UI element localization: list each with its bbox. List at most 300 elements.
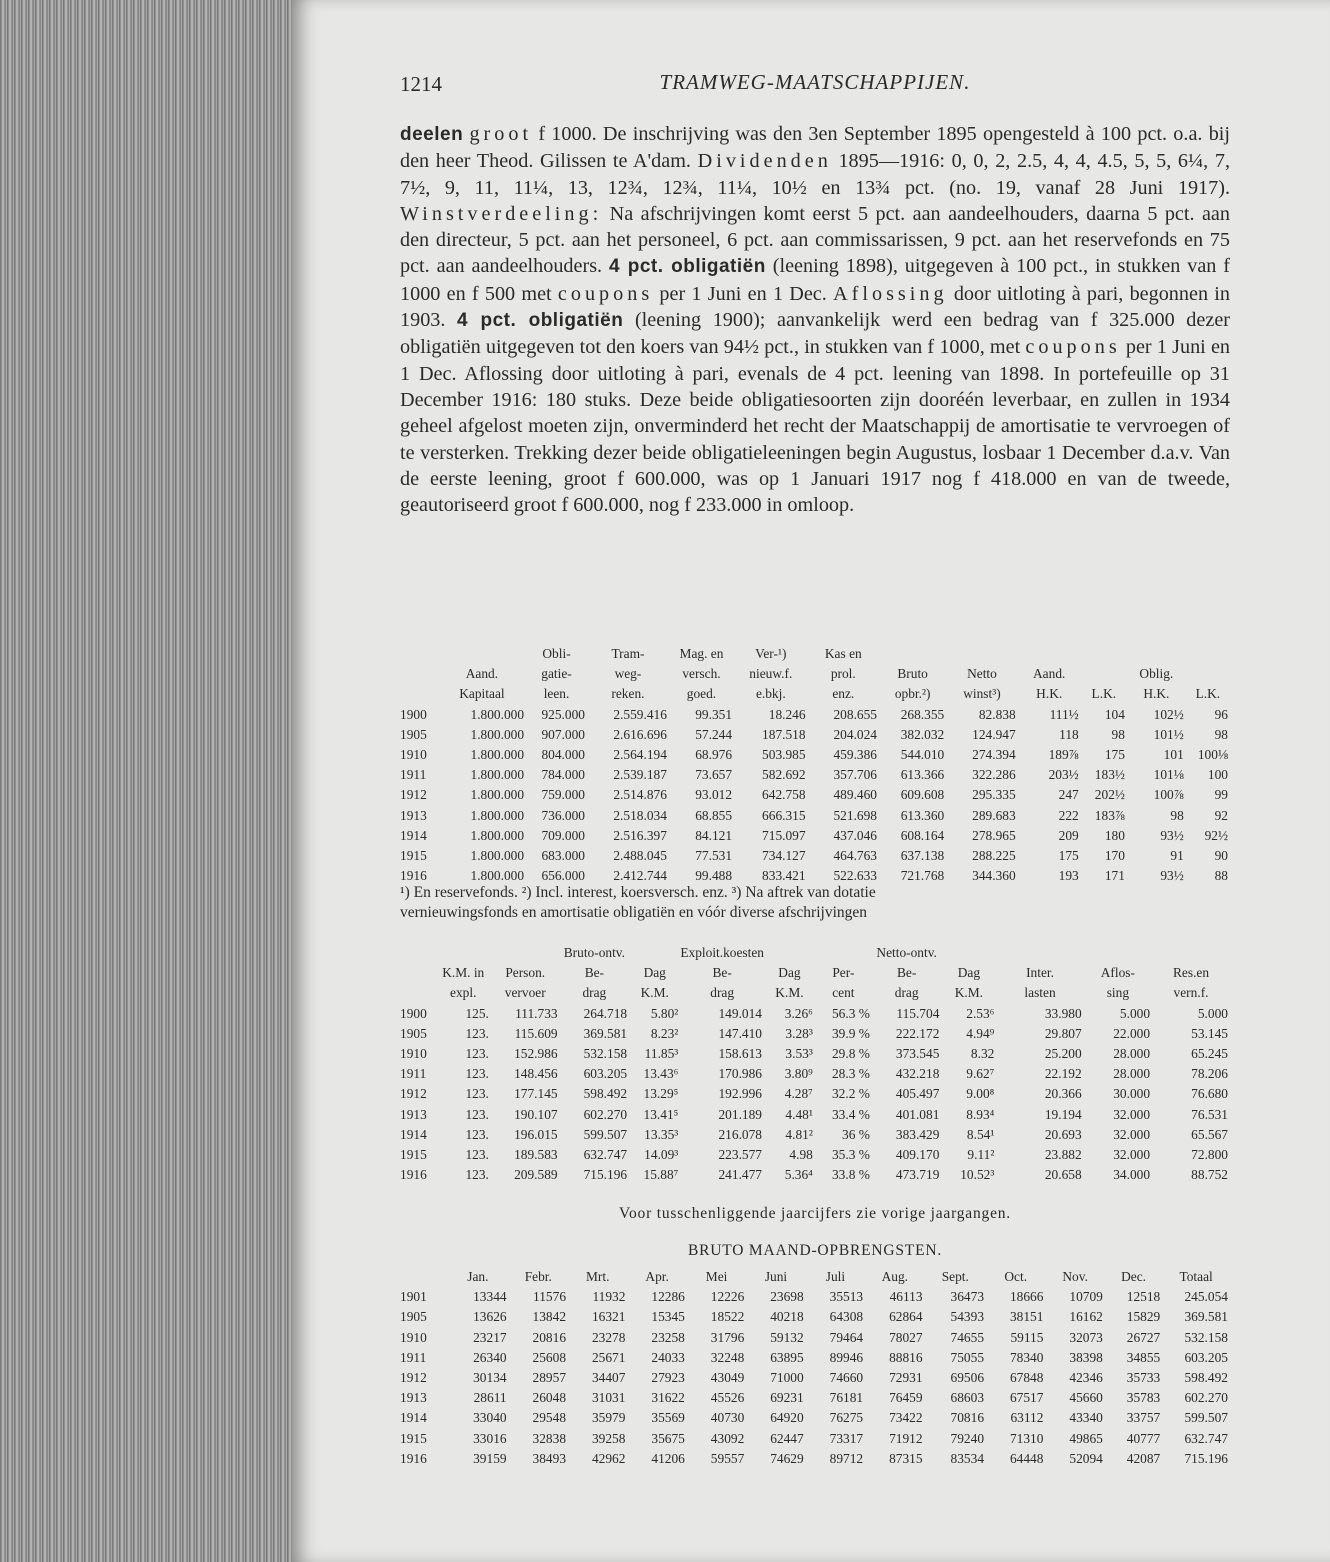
value-cell: 78027 <box>889 1329 923 1345</box>
header-cell: expl. <box>450 985 477 1001</box>
value-cell: 4.48¹ <box>785 1106 813 1122</box>
table-row <box>400 1328 1230 1348</box>
value-cell: 98 <box>1170 807 1184 823</box>
value-cell: 10709 <box>1069 1289 1103 1305</box>
table-header <box>400 1267 1230 1287</box>
value-cell: 204.024 <box>833 726 878 742</box>
value-cell: 2.564.194 <box>613 747 667 763</box>
value-cell: 28611 <box>473 1390 507 1406</box>
value-cell: 603.205 <box>583 1066 628 1082</box>
value-cell: 23217 <box>473 1329 507 1345</box>
value-cell: 3.53³ <box>785 1046 813 1062</box>
value-cell: 20.658 <box>1044 1167 1082 1183</box>
year-cell: 1915 <box>400 1147 427 1163</box>
value-cell: 33016 <box>473 1430 507 1446</box>
value-cell: 62864 <box>889 1309 923 1325</box>
value-cell: 833.421 <box>762 868 806 884</box>
value-cell: 68.855 <box>695 807 733 823</box>
year-cell: 1914 <box>400 1410 427 1426</box>
header-cell <box>491 943 560 963</box>
header-cell: Per- <box>832 965 855 981</box>
value-cell: 35733 <box>1126 1370 1161 1386</box>
value-cell: 175 <box>1058 848 1079 864</box>
header-cell: L.K. <box>1091 686 1117 702</box>
value-cell: 264.718 <box>583 1005 628 1021</box>
value-cell: 73317 <box>829 1430 864 1446</box>
value-cell: 71310 <box>1009 1430 1044 1446</box>
value-cell: 25671 <box>591 1349 626 1365</box>
value-cell: 78340 <box>1009 1349 1044 1365</box>
value-cell: 642.758 <box>762 787 806 803</box>
value-cell: 30.000 <box>1113 1086 1151 1102</box>
table-body <box>400 1004 1230 1186</box>
year-cell: 1914 <box>400 1126 427 1142</box>
keyword-obligatien-1900: 4 pct. obligatiën <box>457 310 624 332</box>
value-cell: 40777 <box>1126 1430 1161 1446</box>
value-cell: 33757 <box>1126 1410 1161 1426</box>
value-cell: 26727 <box>1126 1329 1161 1345</box>
value-cell: 88.752 <box>1191 1167 1228 1183</box>
value-cell: 274.394 <box>972 747 1016 763</box>
value-cell: 437.046 <box>833 827 878 843</box>
value-cell: 734.127 <box>762 848 806 864</box>
value-cell: 2.616.696 <box>613 726 667 742</box>
value-cell: 12286 <box>651 1289 685 1305</box>
value-cell: 32.000 <box>1113 1126 1151 1142</box>
value-cell: 35513 <box>829 1289 864 1305</box>
value-cell: 16321 <box>591 1309 626 1325</box>
value-cell: 30134 <box>473 1370 507 1386</box>
value-cell: 804.000 <box>541 747 585 763</box>
value-cell: 115.704 <box>896 1005 940 1021</box>
value-cell: 152.986 <box>514 1046 558 1062</box>
header-cell: Oblig. <box>1139 666 1174 682</box>
table-row <box>400 1429 1230 1449</box>
value-cell: 42346 <box>1069 1370 1103 1386</box>
value-cell: 91 <box>1170 848 1184 864</box>
value-cell: 192.996 <box>718 1086 763 1102</box>
header-cell: Res.en <box>1172 965 1210 981</box>
footnotes <box>400 883 1230 923</box>
keyword-winstverdeeling: Winstverdeeling: <box>400 202 603 225</box>
value-cell: 344.360 <box>972 868 1016 884</box>
value-cell: 42962 <box>591 1450 626 1466</box>
value-cell: 74655 <box>950 1329 985 1345</box>
value-cell: 369.581 <box>1184 1309 1228 1325</box>
value-cell: 26340 <box>473 1349 507 1365</box>
value-cell: 123. <box>465 1046 489 1062</box>
value-cell: 532.158 <box>583 1046 628 1062</box>
table-header <box>400 644 1230 705</box>
value-cell: 101⅛ <box>1153 767 1184 783</box>
value-cell: 289.683 <box>972 807 1016 823</box>
header-cell: drag <box>710 985 735 1001</box>
value-cell: 5.000 <box>1197 1005 1228 1021</box>
value-cell: 1.800.000 <box>470 827 525 843</box>
header-cell: Exploit.koesten <box>680 945 765 960</box>
value-cell: 13.35³ <box>644 1126 679 1142</box>
value-cell: 63112 <box>1010 1410 1044 1426</box>
keyword-groot: groot <box>469 123 533 145</box>
text-segment: per 1 Juni en 1 Dec. <box>653 282 834 305</box>
value-cell: 759.000 <box>541 787 585 803</box>
value-cell: 1.800.000 <box>470 868 525 884</box>
value-cell: 77.531 <box>695 848 733 864</box>
value-cell: 123. <box>465 1106 489 1122</box>
value-cell: 123. <box>465 1147 489 1163</box>
year-cell: 1905 <box>400 1025 427 1041</box>
header-cell: Juni <box>764 1269 788 1284</box>
value-cell: 177.145 <box>514 1086 558 1102</box>
table-header <box>400 943 1230 1004</box>
value-cell: 18.246 <box>768 706 806 722</box>
footnote-line: vernieuwingsfonds en amortisatie obligatiën en vóór diverse afschrijvingen <box>400 904 868 921</box>
value-cell: 464.763 <box>833 848 878 864</box>
value-cell: 147.410 <box>718 1025 763 1041</box>
value-cell: 38151 <box>1009 1309 1044 1325</box>
header-cell: drag <box>582 985 607 1001</box>
value-cell: 683.000 <box>541 848 585 864</box>
value-cell: 637.138 <box>900 848 945 864</box>
value-cell: 76275 <box>829 1410 864 1426</box>
year-cell: 1900 <box>400 1005 427 1021</box>
value-cell: 4.98 <box>789 1147 813 1163</box>
year-cell: 1916 <box>400 1167 427 1183</box>
header-cell: Be- <box>584 965 605 981</box>
value-cell: 9.00⁸ <box>966 1086 995 1102</box>
value-cell: 89712 <box>829 1450 864 1466</box>
value-cell: 32073 <box>1069 1329 1103 1345</box>
header-cell: Be- <box>896 965 917 981</box>
value-cell: 382.032 <box>900 726 945 742</box>
year-cell: 1915 <box>400 848 427 864</box>
value-cell: 65.567 <box>1191 1126 1228 1142</box>
header-cell: Inter. <box>1026 965 1054 981</box>
table-row <box>400 1145 1230 1165</box>
header-cell: gatie- <box>541 666 572 682</box>
year-cell: 1905 <box>400 1309 427 1325</box>
header-cell <box>400 1267 447 1287</box>
value-cell: 13.43⁶ <box>643 1066 679 1082</box>
value-cell: 82.838 <box>978 706 1016 722</box>
running-title: TRAMWEG-MAATSCHAPPIJEN. <box>659 70 971 94</box>
table-body <box>400 705 1230 887</box>
value-cell: 12518 <box>1126 1289 1161 1305</box>
value-cell: 45526 <box>710 1390 745 1406</box>
header-cell: Totaal <box>1179 1269 1213 1284</box>
value-cell: 59557 <box>710 1450 745 1466</box>
year-cell: 1913 <box>400 807 427 823</box>
value-cell: 599.507 <box>1184 1410 1228 1426</box>
value-cell: 13626 <box>473 1309 507 1325</box>
header-cell: Jan. <box>467 1269 489 1284</box>
value-cell: 42087 <box>1126 1450 1161 1466</box>
value-cell: 33.4 % <box>831 1106 870 1122</box>
year-cell: 1910 <box>400 747 427 763</box>
header-cell <box>941 943 996 963</box>
value-cell: 101½ <box>1153 726 1184 742</box>
value-cell: 100 <box>1207 767 1228 783</box>
value-cell: 288.225 <box>972 848 1016 864</box>
value-cell: 208.655 <box>833 706 878 722</box>
header-cell: Nov. <box>1062 1269 1088 1284</box>
year-cell: 1916 <box>400 1450 427 1466</box>
value-cell: 13842 <box>532 1309 567 1325</box>
table-row <box>400 1388 1230 1408</box>
value-cell: 32838 <box>532 1430 567 1446</box>
header-cell <box>1127 644 1186 664</box>
header-cell: Dag <box>957 965 981 981</box>
value-cell: 373.545 <box>895 1046 940 1062</box>
header-cell: nieuw.f. <box>749 666 793 682</box>
value-cell: 102½ <box>1153 706 1184 722</box>
value-cell: 25608 <box>532 1349 567 1365</box>
value-cell: 36 % <box>842 1126 870 1142</box>
value-cell: 8.32 <box>970 1046 995 1062</box>
value-cell: 202½ <box>1094 787 1125 803</box>
value-cell: 31796 <box>710 1329 745 1345</box>
footnote-line: ¹) En reservefonds. ²) Incl. interest, koersversch. enz. ³) Na aftrek van dotatie <box>400 884 876 901</box>
header-cell: Oct. <box>1004 1269 1028 1284</box>
table-row <box>400 1449 1230 1469</box>
header-cell: vern.f. <box>1173 985 1209 1001</box>
header-row <box>400 963 1230 983</box>
value-cell: 8.23² <box>650 1025 679 1041</box>
header-cell: K.M. in <box>442 965 485 981</box>
value-cell: 432.218 <box>895 1066 940 1082</box>
value-cell: 11576 <box>533 1289 567 1305</box>
keyword-dividenden: Dividenden <box>697 150 832 173</box>
value-cell: 609.608 <box>900 787 945 803</box>
value-cell: 46113 <box>889 1289 923 1305</box>
value-cell: 123. <box>465 1126 489 1142</box>
value-cell: 59132 <box>770 1329 804 1345</box>
year-cell: 1916 <box>400 868 427 884</box>
header-cell: winst³) <box>963 686 1001 702</box>
value-cell: 54393 <box>950 1309 985 1325</box>
value-cell: 193 <box>1058 868 1079 884</box>
table-row <box>400 705 1230 725</box>
header-cell: H.K. <box>1143 686 1170 702</box>
table-row <box>400 1024 1230 1044</box>
value-cell: 31031 <box>591 1390 626 1406</box>
value-cell: 33.8 % <box>831 1167 870 1183</box>
header-cell: Sept. <box>941 1269 969 1284</box>
value-cell: 34855 <box>1126 1349 1161 1365</box>
year-cell: 1901 <box>400 1289 427 1305</box>
header-cell: K.M. <box>954 985 984 1001</box>
value-cell: 2.514.876 <box>613 787 667 803</box>
value-cell: 13.41⁵ <box>643 1106 679 1122</box>
value-cell: 28.000 <box>1113 1066 1151 1082</box>
header-cell: K.M. <box>775 985 804 1001</box>
year-cell: 1913 <box>400 1106 427 1122</box>
value-cell: 123. <box>465 1025 489 1041</box>
value-cell: 3.80⁹ <box>784 1066 813 1082</box>
value-cell: 87315 <box>889 1450 923 1466</box>
header-cell <box>946 644 1017 664</box>
header-cell: drag <box>894 985 919 1001</box>
keyword-obligatien-1898: 4 pct. obligatiën <box>609 256 766 278</box>
header-cell <box>629 943 680 963</box>
value-cell: 1.800.000 <box>470 787 525 803</box>
value-cell: 36473 <box>950 1289 985 1305</box>
value-cell: 49865 <box>1069 1430 1103 1446</box>
value-cell: 69506 <box>950 1370 985 1386</box>
value-cell: 99.488 <box>695 868 733 884</box>
value-cell: 12226 <box>710 1289 745 1305</box>
value-cell: 38398 <box>1069 1349 1103 1365</box>
year-cell: 1905 <box>400 726 427 742</box>
page-header <box>400 70 1230 104</box>
table-row <box>400 1368 1230 1388</box>
value-cell: 3.26⁶ <box>784 1005 813 1021</box>
header-cell: Juli <box>825 1269 846 1284</box>
value-cell: 111½ <box>1049 706 1079 722</box>
value-cell: 20816 <box>532 1329 567 1345</box>
value-cell: 171 <box>1104 868 1125 884</box>
value-cell: 124.947 <box>972 726 1016 742</box>
table-row <box>400 1287 1230 1307</box>
header-cell: Tram- <box>611 646 645 661</box>
header-cell <box>400 644 438 664</box>
value-cell: 203½ <box>1048 767 1079 783</box>
table-row <box>400 1307 1230 1327</box>
value-cell: 22.000 <box>1113 1025 1151 1041</box>
keyword-aflossing: Aflossing <box>833 282 948 305</box>
value-cell: 99 <box>1214 787 1228 803</box>
value-cell: 2.539.187 <box>613 767 667 783</box>
value-cell: 79464 <box>829 1329 864 1345</box>
header-row <box>400 664 1230 684</box>
value-cell: 24033 <box>651 1349 685 1365</box>
table-body <box>400 1287 1230 1469</box>
value-cell: 1.800.000 <box>470 807 525 823</box>
value-cell: 1.800.000 <box>470 747 525 763</box>
text-segment: 1895—1916: 0, 0, 2, 2.5, 4, 4, 4.5, 5, 5, 6¼, 7, 7½, 9, 11, 11¼, 13, 12¾, 12¾, 11¼, 10½ en 13¾ pct. (no. 19, vanaf 28 Juni 1917). <box>400 150 1230 199</box>
value-cell: 43340 <box>1069 1410 1103 1426</box>
value-cell: 247 <box>1058 787 1079 803</box>
value-cell: 74629 <box>770 1450 804 1466</box>
value-cell: 123. <box>465 1086 489 1102</box>
value-cell: 43049 <box>710 1370 745 1386</box>
value-cell: 209 <box>1058 827 1079 843</box>
year-cell: 1914 <box>400 827 427 843</box>
value-cell: 22.192 <box>1044 1066 1082 1082</box>
value-cell: 613.360 <box>900 807 945 823</box>
year-cell: 1910 <box>400 1329 427 1345</box>
value-cell: 13344 <box>473 1289 507 1305</box>
header-cell: goed. <box>686 686 717 702</box>
value-cell: 98 <box>1214 726 1228 742</box>
value-cell: 369.581 <box>583 1025 628 1041</box>
value-cell: 608.164 <box>900 827 945 843</box>
value-cell: 19.194 <box>1044 1106 1082 1122</box>
value-cell: 41206 <box>651 1450 685 1466</box>
value-cell: 83534 <box>950 1450 985 1466</box>
value-cell: 34.000 <box>1113 1167 1151 1183</box>
value-cell: 183½ <box>1094 767 1125 783</box>
value-cell: 409.170 <box>895 1147 940 1163</box>
year-cell: 1900 <box>400 706 427 722</box>
header-cell: cent <box>832 985 855 1001</box>
value-cell: 15.88⁷ <box>643 1167 679 1183</box>
value-cell: 26048 <box>532 1390 567 1406</box>
header-cell: Dec. <box>1121 1269 1146 1284</box>
value-cell: 29.807 <box>1044 1025 1082 1041</box>
value-cell: 656.000 <box>541 868 585 884</box>
value-cell: 75055 <box>950 1349 985 1365</box>
value-cell: 76.680 <box>1191 1086 1228 1102</box>
value-cell: 29548 <box>532 1410 567 1426</box>
table-row <box>400 1348 1230 1368</box>
year-cell: 1911 <box>400 767 427 783</box>
value-cell: 602.270 <box>1184 1390 1228 1406</box>
value-cell: 28.000 <box>1113 1046 1151 1062</box>
value-cell: 88816 <box>889 1349 923 1365</box>
value-cell: 115.609 <box>514 1025 558 1041</box>
value-cell: 40730 <box>710 1410 745 1426</box>
value-cell: 29.8 % <box>831 1046 870 1062</box>
header-row <box>400 1267 1230 1287</box>
value-cell: 149.014 <box>718 1005 763 1021</box>
value-cell: 76459 <box>889 1390 923 1406</box>
header-cell: Aug. <box>881 1269 909 1284</box>
keyword-coupons: coupons <box>1025 336 1121 359</box>
value-cell: 32.2 % <box>831 1086 870 1102</box>
header-cell: e.bkj. <box>755 686 786 702</box>
value-cell: 10.52³ <box>960 1167 995 1183</box>
value-cell: 15345 <box>651 1309 685 1325</box>
value-cell: 11.85³ <box>644 1046 679 1062</box>
value-cell: 5.000 <box>1119 1005 1151 1021</box>
value-cell: 39159 <box>473 1450 507 1466</box>
header-cell: Ver-¹) <box>755 646 787 661</box>
value-cell: 295.335 <box>972 787 1016 803</box>
header-cell: Aflos- <box>1100 965 1135 981</box>
header-cell <box>400 983 436 1003</box>
value-cell: 67848 <box>1009 1370 1044 1386</box>
interlude-note: Voor tusschenliggende jaarcijfers zie vorige jaargangen. <box>619 1205 1011 1222</box>
value-cell: 189⅞ <box>1048 747 1079 763</box>
header-cell <box>1081 664 1127 684</box>
value-cell: 18522 <box>710 1309 745 1325</box>
text-segment: per 1 Juni en 1 Dec. Aflossing door uitloting à pari, evenals de 4 pct. leening van 1898. In portefeuille op 31 December 1916: 180 stuks. Deze beide obligatiesoorten zijn dooréén leverbaar, en zullen in 1934 geheel afgelost moeten zijn, onverminderd het recht der Maatschappij de amortisatie te vervroegen of te versterken. Trekking dezer beide obligatieleeningen begin Augustus, losbaar 1 December d.a.v. Van de eerste leening, groot f 600.000, was op 1 Januari 1917 nog f 418.000 en van de tweede, geautoriseerd groot f 600.000, nog f 233.000 in omloop. <box>400 336 1231 517</box>
value-cell: 92 <box>1214 807 1228 823</box>
header-cell <box>996 943 1083 963</box>
value-cell: 721.768 <box>900 868 945 884</box>
value-cell: 11932 <box>592 1289 626 1305</box>
value-cell: 35569 <box>651 1410 685 1426</box>
value-cell: 599.507 <box>583 1126 628 1142</box>
value-cell: 2.53⁶ <box>966 1005 995 1021</box>
header-cell: opbr.²) <box>894 686 931 702</box>
header-cell <box>438 644 526 664</box>
value-cell: 40218 <box>770 1309 804 1325</box>
header-cell: Bruto-ontv. <box>563 945 625 960</box>
value-cell: 35675 <box>651 1430 685 1446</box>
table-row <box>400 1165 1230 1185</box>
header-cell <box>1186 664 1230 684</box>
value-cell: 9.11² <box>967 1147 995 1163</box>
value-cell: 180 <box>1104 827 1125 843</box>
table-row <box>400 1125 1230 1145</box>
year-cell: 1911 <box>400 1349 427 1365</box>
value-cell: 34407 <box>591 1370 626 1386</box>
value-cell: 632.747 <box>1184 1430 1228 1446</box>
value-cell: 175 <box>1104 747 1125 763</box>
value-cell: 715.196 <box>583 1167 628 1183</box>
